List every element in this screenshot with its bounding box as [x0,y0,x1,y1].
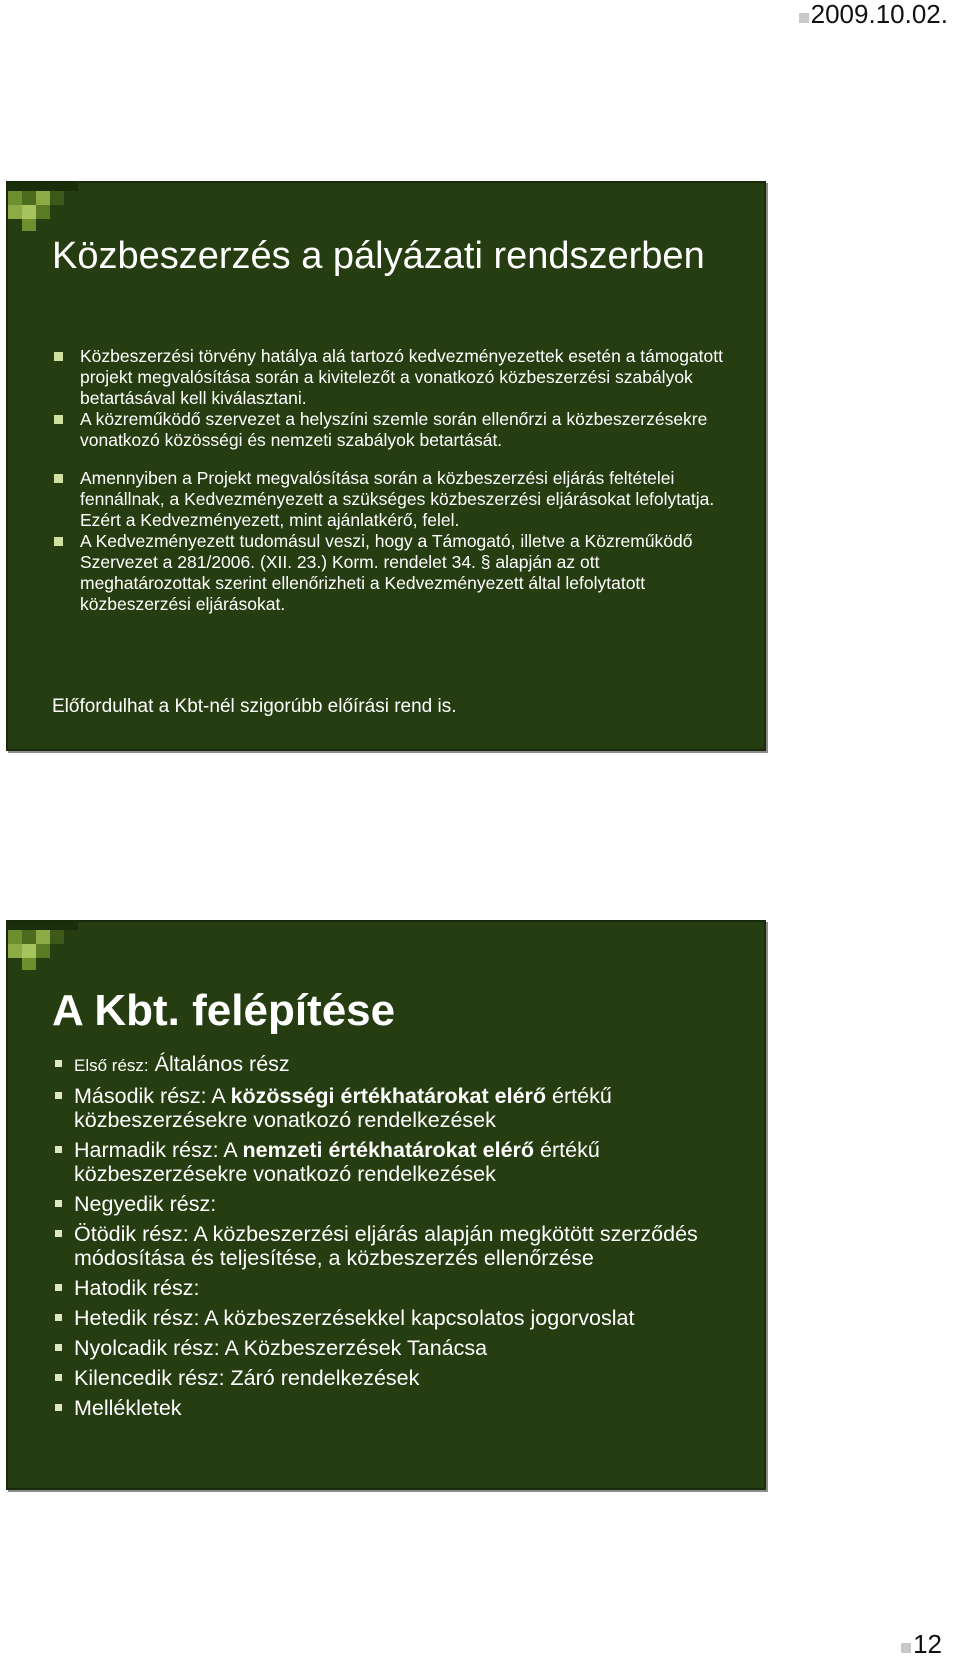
list-item: Nyolcadik rész: A Közbeszerzések Tanácsa [52,1336,742,1360]
corner-decoration-icon [8,183,78,231]
bullet-square-icon [55,1314,62,1321]
list-item: Kilencedik rész: Záró rendelkezések [52,1366,742,1390]
list-item: Második rész: A közösségi értékhatárokat elérő értékű közbeszerzésekre vonatkozó rendelkezések [52,1084,742,1132]
list-item: Harmadik rész: A nemzeti értékhatárokat elérő értékű közbeszerzésekre vonatkozó rendelkezések [52,1138,742,1186]
list-item: A közreműködő szervezet a helyszíni szemle során ellenőrzi a közbeszerzésekre vonatkozó közösségi és nemzeti szabályok betartását. [52,409,732,451]
bullet-square-icon [54,537,63,546]
slide-2-bullet-list [52,1052,742,1426]
list-item: A Kedvezményezett tudomásul veszi, hogy a Támogató, illetve a Közreműködő Szervezet a 281/2006. (XII. 23.) Korm. rendelet 34. § alapján az ott meghatározottak szerint ellenőrizheti a Kedvezményezett által lefolytatott közbeszerzési eljárásokat. [52,531,732,615]
header-date [799,0,948,28]
slide-2 [6,920,766,1490]
bullet-square-icon [55,1344,62,1351]
list-item: Hatodik rész: [52,1276,742,1300]
bullet-square-icon [55,1284,62,1291]
bullet-square-icon [54,352,63,361]
bullet-square-icon [55,1374,62,1381]
slide-1 [6,181,766,751]
list-item: Negyedik rész: [52,1192,742,1216]
page-number-text: 12 [913,1629,942,1659]
corner-decoration-icon [8,922,78,970]
list-item: Ötödik rész: A közbeszerzési eljárás alapján megkötött szerződés módosítása és teljesítése, a közbeszerzés ellenőrzése [52,1222,742,1270]
list-item: Hetedik rész: A közbeszerzésekkel kapcsolatos jogorvoslat [52,1306,742,1330]
bullet-square-icon [55,1092,62,1099]
date-text: 2009.10.02. [810,0,948,29]
slide-1-title: Közbeszerzés a pályázati rendszerben [52,235,705,277]
bullet-square-icon [901,1643,911,1653]
bullet-square-icon [54,415,63,424]
bullet-square-icon [54,474,63,483]
bullet-square-icon [55,1146,62,1153]
slide-1-bullet-list [52,346,732,615]
bullet-square-icon [799,13,809,23]
list-item: Közbeszerzési törvény hatálya alá tartozó kedvezményezettek esetén a támogatott projekt megvalósítása során a kivitelezőt a vonatkozó közbeszerzési szabályok betartásával kell kiválasztani. [52,346,732,409]
bullet-square-icon [55,1060,62,1067]
bullet-square-icon [55,1230,62,1237]
bullet-square-icon [55,1200,62,1207]
bullet-square-icon [55,1404,62,1411]
slide-2-title: A Kbt. felépítése [52,986,396,1035]
list-item: Amennyiben a Projekt megvalósítása során a közbeszerzési eljárás feltételei fennállnak, a Kedvezményezett a szükséges közbeszerzési eljárásokat lefolytatja. Ezért a Kedvezményezett, mint ajánlatkérő, felel. [52,468,732,531]
list-item: Első rész: Általános rész [52,1052,742,1078]
slide-1-closing-text: Előfordulhat a Kbt-nél szigorúbb előírási rend is. [52,696,457,717]
list-item: Mellékletek [52,1396,742,1420]
page-number [901,1629,942,1660]
